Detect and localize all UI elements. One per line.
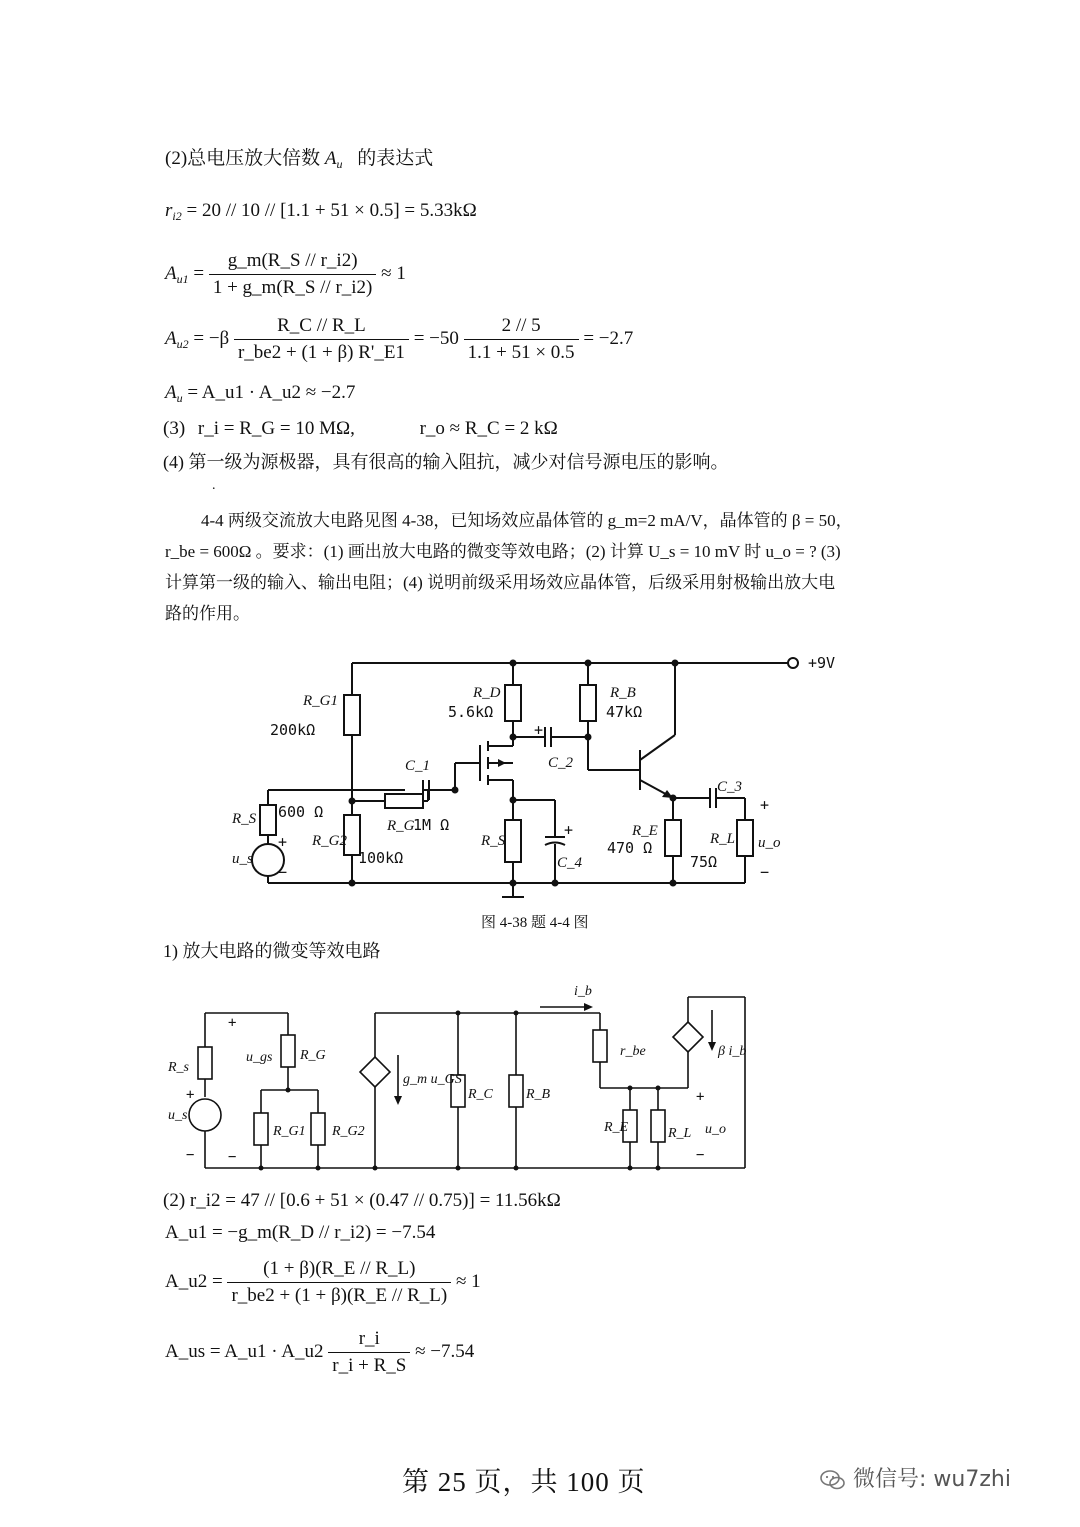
au-lhs-sub: u <box>176 391 183 405</box>
au2-denominator-1: r_be2 + (1 + β) R'_E1 <box>237 342 405 363</box>
answer-au2-tail: ≈ 1 <box>455 1270 481 1292</box>
au-lhs: A <box>165 382 177 403</box>
watermark-text: 微信号: wu7zhi <box>853 1467 1011 1492</box>
au2-fraction-1 <box>234 315 409 364</box>
rg2-label: R_G2 <box>312 833 347 849</box>
eq-us-plus: + <box>186 1087 195 1103</box>
au2-tail: = −2.7 <box>583 327 634 349</box>
eq-ugs-label: u_gs <box>246 1050 273 1065</box>
source-resistor-value: 600 Ω <box>278 803 324 821</box>
answer-aus-tail: ≈ −7.54 <box>415 1340 475 1362</box>
wechat-icon <box>820 1469 846 1491</box>
rl-label: R_L <box>710 831 736 847</box>
answer-au2-denominator: r_be2 + (1 + β)(R_E // R_L) <box>231 1285 448 1306</box>
answer-ri2: (2) r_i2 = 47 // [0.6 + 51 × (0.47 // 0.75)] = 11.56kΩ <box>163 1190 561 1211</box>
problem-4-4 <box>165 505 925 629</box>
eq-rbe-label: r_be <box>620 1044 646 1059</box>
rd-label: R_D <box>473 685 501 701</box>
output-plus: + <box>760 796 770 814</box>
c4-label: C_4 <box>557 855 583 871</box>
us-label: u_s <box>232 851 253 867</box>
rs-label: R_S <box>481 833 506 849</box>
answer-aus-fraction <box>328 1328 410 1377</box>
equation-au1: $A_{u1}$ = $\frac{g\_m(R\_S // r\_i2)}{1 + g\_m(R\_S // r\_i2)}$ ≈ 1 <box>165 250 406 298</box>
equation-ri2 <box>165 200 477 224</box>
section-2-heading <box>165 143 433 172</box>
problem-line-2: r_be = 600Ω 。要求：(1) 画出放大电路的微变等效电路；(2) 计算 U_s = 10 mV 时 u_o = ? (3) <box>165 542 841 561</box>
supply-label: +9V <box>808 654 836 672</box>
answer-aus-denominator: r_i + R_S <box>332 1355 407 1376</box>
heading-symbol: A <box>324 148 337 169</box>
page-footer: 第 25 页，共 100 页 <box>402 1467 646 1497</box>
answer-au2 <box>165 1258 481 1307</box>
output-minus: − <box>760 863 770 881</box>
rg2-value: 100kΩ <box>358 849 404 867</box>
eq-re-label: R_E <box>604 1120 629 1135</box>
circuit-figure-4-38 <box>230 645 836 905</box>
heading-suffix: 的表达式 <box>357 148 434 169</box>
eq-uo-label: u_o <box>705 1122 726 1137</box>
item3-ro: r_o ≈ R_C = 2 kΩ <box>419 418 558 439</box>
c3-label: C_3 <box>717 779 743 795</box>
figure-caption: 图 4-38 题 4-4 图 <box>481 915 589 931</box>
rg1-value: 200kΩ <box>270 721 316 739</box>
eq-rg1-label: R_G1 <box>273 1124 306 1139</box>
rd-value: 5.6kΩ <box>448 703 494 721</box>
au2-denominator-2: 1.1 + 51 × 0.5 <box>467 342 575 363</box>
rb-value: 47kΩ <box>606 703 643 721</box>
problem-line-1: 4-4 两级交流放大电路见图 4-38，已知场效应晶体管的 g_m=2 mA/V，晶体管的 β = 50， <box>201 511 853 530</box>
answer-1-heading: 1) 放大电路的微变等效电路 <box>163 941 381 961</box>
au2-prefix: = −β <box>193 327 230 349</box>
au2-lhs-sub: u2 <box>176 336 189 351</box>
source-plus: + <box>278 833 288 851</box>
equation-au2 <box>165 315 633 364</box>
au2-fraction-2 <box>464 315 579 364</box>
eq-rs-label: R_s <box>168 1060 189 1075</box>
heading-prefix: (2)总电压放大倍数 <box>165 148 321 169</box>
au1-fraction <box>209 250 377 299</box>
eq-uo-minus: − <box>696 1147 705 1163</box>
eq-rg2-label: R_G2 <box>332 1124 365 1139</box>
au1-denominator: 1 + g_m(R_S // r_i2) <box>212 277 373 298</box>
answer-au2-fraction <box>227 1258 451 1307</box>
eq-us-label: u_s <box>168 1108 188 1123</box>
eq-rg-label: R_G <box>300 1048 326 1063</box>
ri2-lhs-sub: i2 <box>172 209 182 223</box>
au-rhs: = A_u1 · A_u2 ≈ −2.7 <box>187 382 356 403</box>
c4-plus: + <box>564 821 574 839</box>
answer-aus-numerator: r_i <box>328 1328 410 1353</box>
answer-au2-numerator: (1 + β)(R_E // R_L) <box>227 1258 451 1283</box>
answer-aus-lhs: A_us = A_u1 · A_u2 <box>165 1340 324 1362</box>
equivalent-circuit-figure <box>160 975 760 1180</box>
re-label: R_E <box>632 823 658 839</box>
problem-line-4: 路的作用。 <box>165 604 250 623</box>
au1-numerator: g_m(R_S // r_i2) <box>209 250 377 275</box>
item3-label: (3) <box>163 418 186 439</box>
heading-symbol-sub: u <box>336 157 343 171</box>
eq-rb-label: R_B <box>526 1087 551 1102</box>
rg-label: R_G <box>387 818 415 834</box>
eq-gm-source-label: g_m u_GS <box>403 1072 462 1087</box>
item-3 <box>163 418 558 440</box>
source-resistor-label: R_S <box>232 811 257 827</box>
item3-ri: r_i = R_G = 10 MΩ, <box>197 418 355 439</box>
source-minus: − <box>278 863 288 881</box>
eq-rc-label: R_C <box>468 1087 493 1102</box>
c1-label: C_1 <box>405 758 431 774</box>
problem-line-3: 计算第一级的输入、输出电阻；(4) 说明前级采用场效应晶体管，后级采用射极输出放大电 <box>165 573 836 592</box>
au2-numerator-2: 2 // 5 <box>464 315 579 340</box>
au1-tail: ≈ 1 <box>381 262 406 284</box>
stray-dot: . <box>212 478 216 493</box>
ri2-rhs: = 20 // 10 // [1.1 + 51 × 0.5] = 5.33kΩ <box>186 200 477 221</box>
eq-ugs-minus: − <box>228 1149 237 1165</box>
au2-lhs: A <box>165 327 177 349</box>
answer-au1: A_u1 = −g_m(R_D // r_i2) = −7.54 <box>165 1222 436 1243</box>
eq-ugs-plus: + <box>228 1015 237 1031</box>
rl-value: 75Ω <box>690 853 718 871</box>
eq-bib-label: β i_b <box>718 1044 747 1059</box>
eq-us-minus: − <box>186 1147 195 1163</box>
answer-au2-lhs: A_u2 = <box>165 1270 223 1292</box>
equation-au <box>165 382 355 406</box>
rg1-label: R_G1 <box>303 693 338 709</box>
c2-label: C_2 <box>548 755 574 771</box>
au2-mid: = −50 <box>413 327 459 349</box>
item-4: (4) 第一级为源极器，具有很高的输入阻抗，减少对信号源电压的影响。 <box>163 452 729 472</box>
c2-plus: + <box>534 721 544 739</box>
answer-aus <box>165 1328 474 1377</box>
rg-value: 1M Ω <box>413 816 450 834</box>
au2-numerator-1: R_C // R_L <box>234 315 409 340</box>
uo-label: u_o <box>758 835 781 851</box>
eq-uo-plus: + <box>696 1089 705 1105</box>
wechat-watermark <box>820 1462 1011 1493</box>
ri2-lhs: r <box>165 200 173 221</box>
eq-rl-label: R_L <box>668 1126 692 1141</box>
au1-lhs: A <box>165 262 177 284</box>
au1-lhs-sub: u1 <box>176 271 189 286</box>
rb-label: R_B <box>610 685 636 701</box>
re-value: 470 Ω <box>607 839 653 857</box>
eq-ib-label: i_b <box>574 984 592 999</box>
